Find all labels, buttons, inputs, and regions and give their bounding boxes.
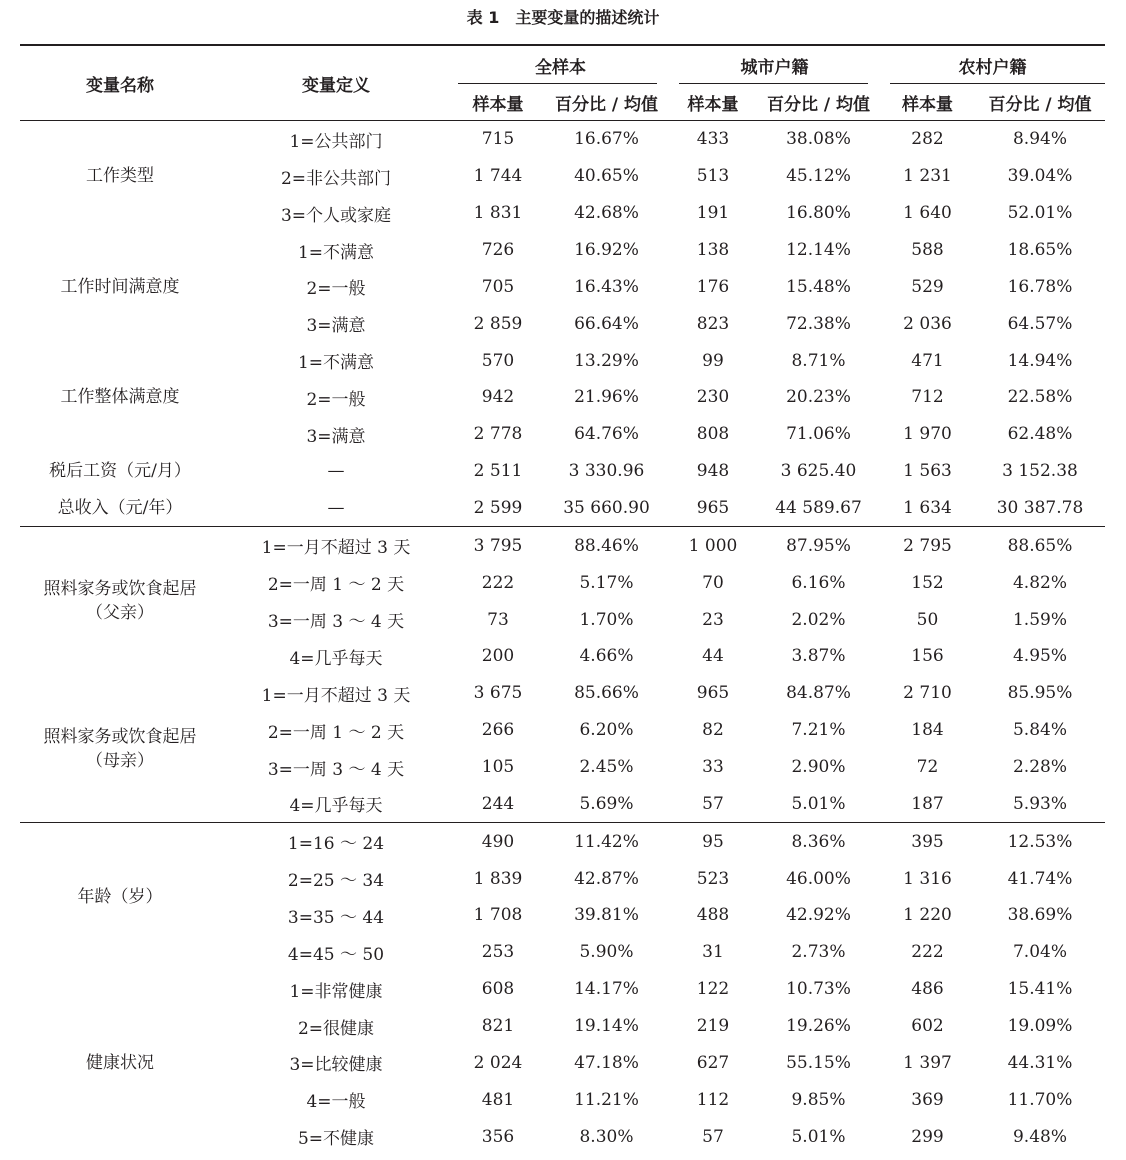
value-rural: 1.59% [1012,609,1067,630]
var-definition: 3=满意 [306,316,366,337]
var-definition: 1=非常健康 [289,981,383,1002]
sample-size-full: 3 675 [473,683,523,704]
sample-size-urban: 513 [696,166,730,187]
value-rural: 15.41% [1007,979,1073,1000]
sample-size-urban: 627 [696,1052,730,1073]
value-full: 4.66% [579,646,634,667]
value-full: 11.21% [574,1089,639,1110]
variable-name-line: （父亲） [86,603,154,624]
sample-size-full: 821 [481,1016,515,1037]
value-urban: 9.85% [791,1089,846,1110]
table-title [0,5,1126,28]
header-sample-size: 样本量 [472,94,524,115]
var-definition: 4=几乎每天 [289,796,383,817]
table-number: 表 1 [466,8,500,27]
sample-size-full: 705 [481,276,515,297]
header-sample-size: 样本量 [902,94,953,115]
sample-size-rural: 222 [911,942,944,963]
sample-size-full: 1 831 [473,203,523,224]
sample-size-rural: 2 036 [903,313,952,334]
sample-size-full: 266 [481,720,515,741]
sample-size-rural: 486 [911,979,944,1000]
table-body [20,121,1105,1156]
value-rural: 16.78% [1007,276,1073,297]
sample-size-urban: 138 [696,240,730,260]
sample-size-full: 356 [481,1126,515,1147]
sample-size-urban: 1 000 [669,527,757,564]
value-full: 16.67% [574,129,639,150]
sample-size-full: 2 511 [473,461,523,482]
variable-name-line: 照料家务或饮食起居 [43,726,197,747]
sample-size-rural: 395 [880,823,975,860]
header-group-rural: 农村户籍 [880,45,1105,84]
sample-size-urban: 23 [702,609,724,630]
value-full: 3 330.96 [568,461,645,482]
header-sample-size: 样本量 [687,94,739,115]
sample-size-rural: 1 970 [903,424,952,445]
value-rural: 52.01% [1007,203,1073,224]
header-var-name: 变量名称 [86,75,154,96]
sample-size-full: 222 [481,572,515,593]
header-group-urban: 城市户籍 [669,45,880,84]
sample-size-urban: 99 [702,350,724,371]
header-percent-mean: 百分比 / 均值 [766,94,871,115]
sample-size-rural: 1 634 [903,498,952,519]
descriptive-statistics-table [20,44,1105,1155]
sample-size-urban: 57 [702,793,724,814]
value-rural: 62.48% [1007,424,1073,445]
value-full: 42.68% [574,203,639,224]
table-row [20,527,1105,564]
variable-name-cell [20,490,220,527]
sample-size-rural: 1 316 [903,868,952,889]
value-rural: 64.57% [1007,313,1073,334]
sample-size-urban: 488 [696,905,730,926]
var-definition: 3=35 ～ 44 [287,907,385,928]
var-definition: 4=几乎每天 [289,648,383,669]
sample-size-rural: 187 [911,793,944,814]
value-rural: 4.95% [1012,646,1067,667]
var-definition: 1=一月不超过 3 天 [220,527,452,564]
sample-size-urban: 523 [696,868,730,889]
sample-size-urban: 44 [702,646,724,667]
value-rural: 19.09% [1007,1016,1073,1037]
sample-size-full: 2 599 [473,498,523,519]
value-urban: 8.36% [757,823,880,860]
value-urban: 71.06% [786,424,851,445]
sample-size-rural: 529 [911,276,944,297]
value-rural: 88.65% [975,527,1105,564]
var-definition: 1=不满意 [297,353,375,374]
value-full: 13.29% [574,350,639,371]
value-urban: 7.21% [791,720,846,741]
var-definition: — [327,461,345,482]
value-rural: 11.70% [1007,1089,1073,1110]
value-urban: 2.02% [791,609,846,630]
value-urban: 12.14% [786,240,851,260]
sample-size-rural: 50 [916,609,939,630]
value-rural: 8.94% [1012,129,1067,150]
value-urban: 10.73% [786,979,851,1000]
sample-size-urban: 948 [696,461,730,482]
variable-name-cell [20,342,220,453]
sample-size-rural: 2 795 [880,527,975,564]
value-urban: 5.01% [791,793,846,814]
sample-size-rural: 282 [911,129,944,150]
value-full: 5.69% [579,793,634,814]
value-full: 14.17% [574,979,639,1000]
sample-size-rural: 299 [911,1126,944,1147]
value-rural: 2.28% [1012,757,1067,778]
value-rural: 41.74% [1007,868,1073,889]
sample-size-urban: 82 [702,720,724,741]
header-group-full-sample: 全样本 [452,45,669,84]
sample-size-rural: 2 710 [903,683,952,704]
sample-size-urban: 433 [696,129,730,150]
header-var-def: 变量定义 [302,75,370,96]
value-full: 64.76% [574,424,639,445]
sample-size-urban: 219 [696,1016,730,1037]
value-full: 85.66% [574,683,639,704]
value-rural: 9.48% [1012,1126,1067,1147]
value-full: 39.81% [574,905,639,926]
value-urban: 2.73% [791,942,846,963]
table-row [20,121,1105,158]
sample-size-full: 726 [481,240,515,260]
variable-name-line: 照料家务或饮食起居 [43,579,197,600]
value-urban: 8.71% [791,350,846,371]
variable-name-cell [20,971,220,1155]
value-full: 40.65% [574,166,639,187]
table-header [20,45,1105,121]
sample-size-full: 1 708 [473,905,523,926]
value-full: 35 660.90 [563,498,650,519]
sample-size-full: 105 [481,757,515,778]
value-full: 2.45% [579,757,634,778]
value-urban: 2.90% [791,757,846,778]
sample-size-rural: 588 [911,240,944,260]
value-urban: 84.87% [786,683,851,704]
sample-size-rural: 369 [911,1089,944,1110]
value-rural: 4.82% [1012,572,1067,593]
var-definition: — [327,498,345,519]
value-urban: 42.92% [786,905,851,926]
var-definition: 3=一周 3 ～ 4 天 [267,612,405,633]
var-definition: 2=25 ～ 34 [287,871,385,892]
value-rural: 44.31% [1007,1052,1073,1073]
value-urban: 19.26% [786,1016,851,1037]
sample-size-urban: 33 [702,757,724,778]
sample-size-urban: 31 [702,942,724,963]
var-definition: 3=满意 [306,426,366,447]
var-definition: 2=一般 [306,279,366,300]
sample-size-rural: 152 [911,572,944,593]
sample-size-full: 942 [481,387,515,408]
sample-size-full: 3 795 [452,527,544,564]
variable-name-line: 税后工资（元/月） [49,461,191,482]
value-full: 16.43% [574,276,639,297]
value-rural: 18.65% [1007,240,1073,260]
value-urban: 44 589.67 [775,498,862,519]
sample-size-urban: 57 [702,1126,724,1147]
sample-size-full: 2 024 [473,1052,523,1073]
value-full: 6.20% [579,720,634,741]
sample-size-urban: 230 [696,387,730,408]
table-note-cutoff [0,1152,1126,1160]
sample-size-rural: 184 [911,720,944,741]
sample-size-full: 490 [452,823,544,860]
sample-size-rural: 1 397 [903,1052,952,1073]
variable-name-cell [20,527,220,675]
variable-name-line: 总收入（元/年） [57,498,183,519]
sample-size-full: 570 [481,350,515,371]
var-definition: 4=45 ～ 50 [287,944,385,965]
sample-size-rural: 1 231 [903,166,952,187]
sample-size-urban: 70 [702,572,724,593]
value-rural: 85.95% [1007,683,1073,704]
value-urban: 3 625.40 [780,461,857,482]
value-rural: 30 387.78 [996,498,1084,519]
header-percent-mean: 百分比 / 均值 [554,94,659,115]
var-definition: 3=一周 3 ～ 4 天 [267,759,405,780]
variable-name-line: 年龄（岁） [77,887,163,908]
value-urban: 3.87% [791,646,846,667]
value-urban: 38.08% [786,129,851,150]
sample-size-full: 481 [481,1089,515,1110]
variable-name-line: （母亲） [86,750,154,771]
sample-size-rural: 602 [911,1016,944,1037]
table-caption: 主要变量的描述统计 [515,8,660,27]
value-rural: 7.04% [1012,942,1067,963]
variable-name-cell [20,675,220,823]
value-rural: 39.04% [1007,166,1073,187]
var-definition: 1=一月不超过 3 天 [261,685,411,706]
value-urban: 72.38% [786,313,851,334]
value-urban: 55.15% [786,1052,851,1073]
sample-size-rural: 712 [911,387,944,408]
sample-size-rural: 72 [916,757,939,778]
sample-size-urban: 122 [696,979,730,1000]
value-full: 8.30% [579,1126,634,1147]
value-urban: 87.95% [757,527,880,564]
sample-size-full: 73 [487,609,509,630]
sample-size-rural: 1 640 [903,203,952,224]
table-row [20,823,1105,860]
variable-name-cell [20,121,220,232]
table-row [20,342,1105,379]
value-full: 66.64% [574,313,639,334]
table-row [20,490,1105,527]
sample-size-full: 253 [481,942,515,963]
sample-size-rural: 1 220 [903,905,952,926]
var-definition: 2=很健康 [297,1018,375,1039]
value-urban: 20.23% [786,387,851,408]
variable-name-line: 健康状况 [86,1052,154,1073]
var-definition: 3=比较健康 [289,1055,383,1076]
sample-size-full: 608 [481,979,515,1000]
value-urban: 46.00% [786,868,851,889]
sample-size-urban: 808 [696,424,730,445]
value-full: 5.17% [579,572,634,593]
var-definition: 1=16 ～ 24 [220,823,452,860]
var-definition: 3=个人或家庭 [280,205,392,226]
value-full: 47.18% [574,1052,639,1073]
sample-size-rural: 471 [911,350,944,371]
value-rural: 22.58% [1007,387,1073,408]
value-full: 11.42% [544,823,669,860]
sample-size-urban: 965 [696,683,730,704]
value-urban: 16.80% [786,203,851,224]
sample-size-urban: 112 [696,1089,730,1110]
sample-size-rural: 1 563 [903,461,952,482]
var-definition: 1=不满意 [297,242,375,263]
var-definition: 1=公共部门 [289,131,383,152]
table-row [20,675,1105,712]
table-row [20,971,1105,1008]
var-definition: 2=一周 1 ～ 2 天 [267,722,405,743]
value-rural: 5.93% [1012,793,1067,814]
value-rural: 3 152.38 [1002,461,1078,482]
value-full: 88.46% [544,527,669,564]
value-full: 5.90% [579,942,634,963]
value-rural: 14.94% [1007,350,1073,371]
value-full: 19.14% [574,1016,639,1037]
value-urban: 15.48% [786,276,851,297]
var-definition: 2=一周 1 ～ 2 天 [267,575,405,596]
sample-size-urban: 95 [669,823,757,860]
value-rural: 12.53% [975,823,1105,860]
var-definition: 5=不健康 [297,1129,375,1150]
value-full: 16.92% [574,240,639,260]
sample-size-full: 2 859 [473,313,523,334]
variable-name-line: 工作时间满意度 [60,276,180,297]
value-full: 42.87% [574,868,639,889]
header-percent-mean: 百分比 / 均值 [988,94,1092,115]
value-urban: 6.16% [791,572,846,593]
var-definition: 4=一般 [306,1092,366,1113]
sample-size-full: 1 744 [473,166,523,187]
value-urban: 5.01% [791,1126,846,1147]
table-row [20,453,1105,490]
sample-size-full: 244 [481,793,515,814]
table-row [20,232,1105,269]
sample-size-full: 715 [481,129,515,150]
value-full: 21.96% [574,387,639,408]
var-definition: 2=一般 [306,389,366,410]
variable-name-line: 工作整体满意度 [60,387,180,408]
sample-size-rural: 156 [911,646,944,667]
value-full: 1.70% [579,609,634,630]
variable-name-line: 工作类型 [86,166,154,187]
value-urban: 45.12% [786,166,851,187]
variable-name-cell [20,823,220,971]
value-rural: 5.84% [1012,720,1067,741]
variable-name-cell [20,232,220,343]
sample-size-full: 2 778 [473,424,523,445]
sample-size-urban: 823 [696,313,730,334]
var-definition: 2=非公共部门 [280,168,392,189]
value-rural: 38.69% [1007,905,1073,926]
sample-size-urban: 191 [696,203,730,224]
sample-size-urban: 965 [696,498,730,519]
sample-size-full: 1 839 [473,868,523,889]
variable-name-cell [20,453,220,490]
sample-size-urban: 176 [696,276,730,297]
sample-size-full: 200 [481,646,515,667]
